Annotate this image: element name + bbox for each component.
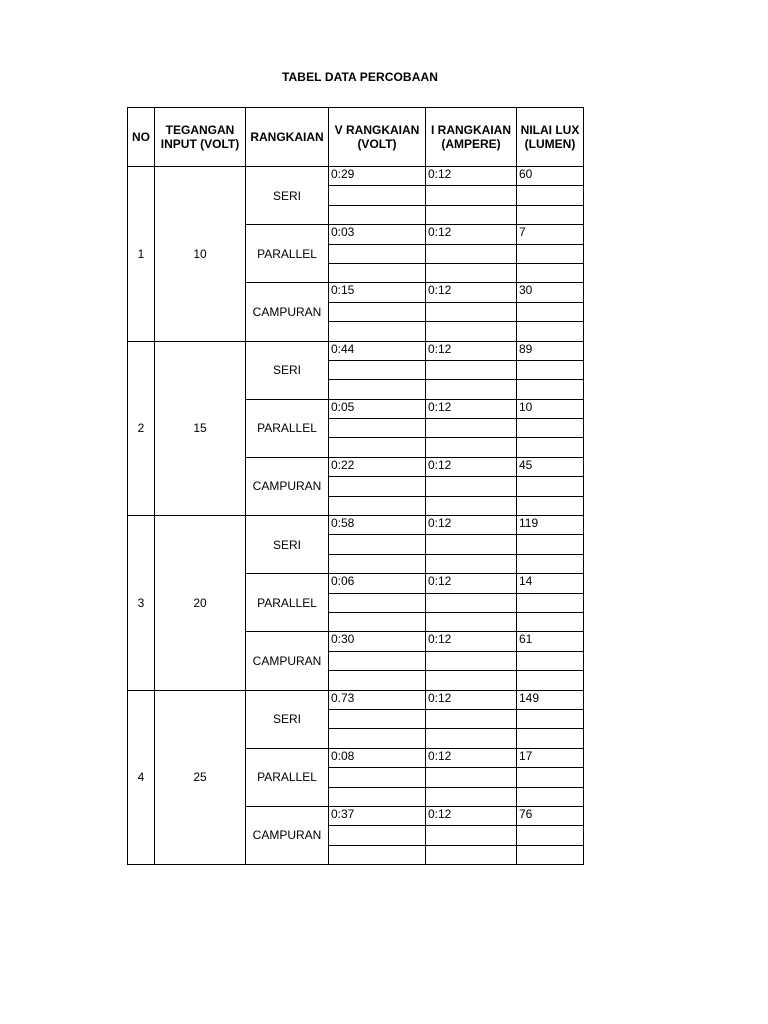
cell-empty: [517, 709, 584, 728]
cell-nilai-lux: 61: [517, 632, 584, 651]
cell-no: 4: [128, 690, 155, 865]
cell-empty: [517, 205, 584, 224]
table-body: [128, 167, 584, 865]
cell-empty: [517, 438, 584, 457]
cell-empty: [426, 845, 517, 864]
cell-rangkaian: PARALLEL: [246, 574, 329, 632]
cell-empty: [517, 651, 584, 670]
cell-v-rangkaian: 0:29: [329, 167, 426, 186]
cell-empty: [329, 593, 426, 612]
cell-v-rangkaian: 0:22: [329, 457, 426, 476]
header-i-rangkaian: I RANGKAIAN (AMPERE): [426, 108, 517, 167]
cell-empty: [517, 419, 584, 438]
cell-v-rangkaian: 0:03: [329, 225, 426, 244]
cell-empty: [517, 768, 584, 787]
cell-empty: [426, 302, 517, 321]
cell-i-rangkaian: 0:12: [426, 457, 517, 476]
cell-rangkaian: PARALLEL: [246, 225, 329, 283]
cell-empty: [426, 826, 517, 845]
cell-rangkaian: SERI: [246, 690, 329, 748]
cell-empty: [426, 380, 517, 399]
cell-empty: [426, 186, 517, 205]
cell-empty: [329, 302, 426, 321]
cell-empty: [517, 302, 584, 321]
cell-empty: [426, 322, 517, 341]
cell-empty: [329, 360, 426, 379]
header-nilai-lux: NILAI LUX (LUMEN): [517, 108, 584, 167]
cell-empty: [329, 186, 426, 205]
table-row: [128, 167, 584, 186]
cell-empty: [517, 729, 584, 748]
cell-empty: [426, 244, 517, 263]
cell-empty: [426, 535, 517, 554]
cell-empty: [329, 419, 426, 438]
cell-empty: [329, 709, 426, 728]
cell-rangkaian: SERI: [246, 167, 329, 225]
cell-empty: [517, 845, 584, 864]
cell-empty: [329, 671, 426, 690]
cell-empty: [517, 826, 584, 845]
cell-empty: [329, 729, 426, 748]
cell-v-rangkaian: 0:58: [329, 516, 426, 535]
cell-nilai-lux: 30: [517, 283, 584, 302]
cell-tegangan: 15: [155, 341, 246, 516]
cell-empty: [329, 535, 426, 554]
cell-i-rangkaian: 0:12: [426, 806, 517, 825]
cell-i-rangkaian: 0:12: [426, 167, 517, 186]
cell-i-rangkaian: 0:12: [426, 283, 517, 302]
cell-empty: [426, 477, 517, 496]
cell-tegangan: 10: [155, 167, 246, 342]
cell-i-rangkaian: 0:12: [426, 690, 517, 709]
cell-empty: [426, 438, 517, 457]
cell-empty: [426, 651, 517, 670]
header-v-rangkaian: V RANGKAIAN (VOLT): [329, 108, 426, 167]
cell-v-rangkaian: 0:37: [329, 806, 426, 825]
cell-empty: [329, 651, 426, 670]
cell-i-rangkaian: 0:12: [426, 516, 517, 535]
cell-nilai-lux: 89: [517, 341, 584, 360]
cell-empty: [329, 768, 426, 787]
cell-i-rangkaian: 0:12: [426, 748, 517, 767]
cell-v-rangkaian: 0:08: [329, 748, 426, 767]
cell-nilai-lux: 45: [517, 457, 584, 476]
cell-rangkaian: CAMPURAN: [246, 283, 329, 341]
cell-no: 3: [128, 516, 155, 691]
cell-v-rangkaian: 0:30: [329, 632, 426, 651]
cell-rangkaian: CAMPURAN: [246, 457, 329, 515]
cell-rangkaian: CAMPURAN: [246, 632, 329, 690]
cell-empty: [329, 322, 426, 341]
cell-empty: [517, 186, 584, 205]
table-row: [128, 690, 584, 709]
cell-rangkaian: SERI: [246, 341, 329, 399]
cell-empty: [329, 554, 426, 573]
cell-i-rangkaian: 0:12: [426, 399, 517, 418]
cell-empty: [517, 671, 584, 690]
header-rangkaian: RANGKAIAN: [246, 108, 329, 167]
cell-empty: [426, 496, 517, 515]
cell-empty: [329, 845, 426, 864]
cell-v-rangkaian: 0:06: [329, 574, 426, 593]
cell-empty: [517, 263, 584, 282]
cell-rangkaian: PARALLEL: [246, 748, 329, 806]
cell-rangkaian: PARALLEL: [246, 399, 329, 457]
table-row: [128, 516, 584, 535]
cell-v-rangkaian: 0:15: [329, 283, 426, 302]
cell-empty: [329, 205, 426, 224]
cell-empty: [329, 826, 426, 845]
cell-empty: [329, 612, 426, 631]
data-table: [127, 107, 584, 865]
cell-empty: [517, 496, 584, 515]
cell-empty: [329, 438, 426, 457]
cell-empty: [517, 380, 584, 399]
cell-empty: [329, 244, 426, 263]
cell-nilai-lux: 76: [517, 806, 584, 825]
cell-empty: [329, 263, 426, 282]
cell-tegangan: 25: [155, 690, 246, 865]
cell-empty: [517, 554, 584, 573]
cell-no: 1: [128, 167, 155, 342]
cell-empty: [426, 612, 517, 631]
cell-v-rangkaian: 0:44: [329, 341, 426, 360]
cell-empty: [426, 205, 517, 224]
cell-i-rangkaian: 0:12: [426, 341, 517, 360]
cell-empty: [426, 360, 517, 379]
header-tegangan: TEGANGAN INPUT (VOLT): [155, 108, 246, 167]
cell-i-rangkaian: 0:12: [426, 574, 517, 593]
cell-nilai-lux: 10: [517, 399, 584, 418]
header-row: [128, 108, 584, 167]
cell-empty: [426, 419, 517, 438]
cell-i-rangkaian: 0:12: [426, 632, 517, 651]
cell-empty: [426, 768, 517, 787]
cell-empty: [517, 535, 584, 554]
cell-rangkaian: SERI: [246, 516, 329, 574]
cell-nilai-lux: 7: [517, 225, 584, 244]
cell-v-rangkaian: 0:05: [329, 399, 426, 418]
cell-i-rangkaian: 0:12: [426, 225, 517, 244]
cell-empty: [329, 380, 426, 399]
cell-empty: [426, 554, 517, 573]
cell-empty: [517, 360, 584, 379]
cell-empty: [426, 709, 517, 728]
cell-empty: [329, 787, 426, 806]
cell-v-rangkaian: 0.73: [329, 690, 426, 709]
cell-empty: [426, 263, 517, 282]
cell-nilai-lux: 149: [517, 690, 584, 709]
cell-nilai-lux: 17: [517, 748, 584, 767]
cell-empty: [517, 244, 584, 263]
cell-nilai-lux: 14: [517, 574, 584, 593]
cell-no: 2: [128, 341, 155, 516]
header-no: NO: [128, 108, 155, 167]
cell-empty: [517, 787, 584, 806]
cell-empty: [426, 787, 517, 806]
cell-rangkaian: CAMPURAN: [246, 806, 329, 864]
cell-empty: [329, 477, 426, 496]
cell-tegangan: 20: [155, 516, 246, 691]
cell-empty: [426, 593, 517, 612]
cell-empty: [517, 593, 584, 612]
cell-empty: [426, 671, 517, 690]
page-title: TABEL DATA PERCOBAAN: [282, 70, 438, 84]
cell-empty: [329, 496, 426, 515]
cell-empty: [517, 477, 584, 496]
cell-nilai-lux: 119: [517, 516, 584, 535]
cell-empty: [426, 729, 517, 748]
cell-nilai-lux: 60: [517, 167, 584, 186]
cell-empty: [517, 322, 584, 341]
cell-empty: [517, 612, 584, 631]
table-row: [128, 341, 584, 360]
